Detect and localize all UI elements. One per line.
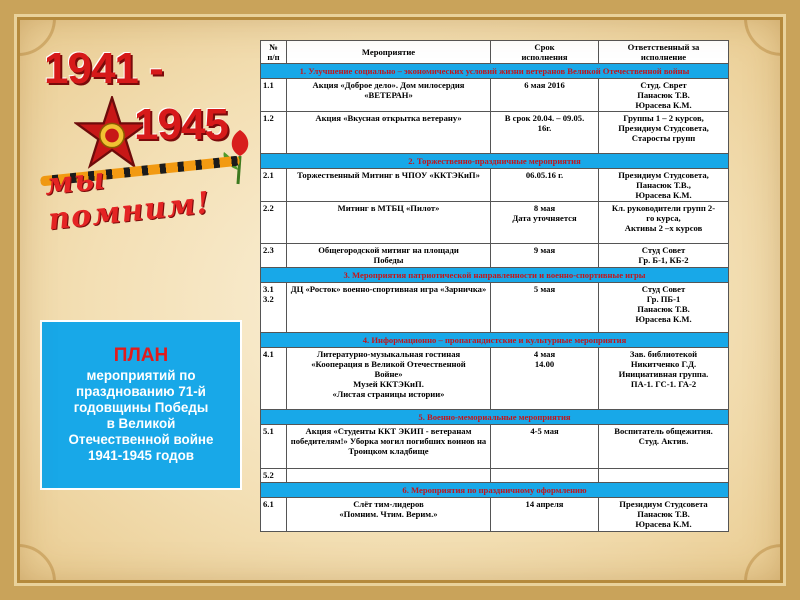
section-header (261, 154, 729, 169)
victory-emblem (38, 38, 268, 238)
row-event: Общегородской митинг на площади Победы (287, 244, 491, 268)
row-deadline: 6 мая 2016 (491, 79, 599, 112)
row-number: 5.2 (261, 469, 287, 483)
plan-title: ПЛАН (113, 345, 169, 366)
row-number: 2.2 (261, 202, 287, 244)
section-title: 4. Информационно – пропагандистские и культурные мероприятия (261, 333, 729, 348)
row-number: 3.1 3.2 (261, 283, 287, 333)
row-deadline: 8 мая Дата уточняется (491, 202, 599, 244)
table-row (261, 202, 729, 244)
section-title: 5. Военно-мемориальные мероприятия (261, 410, 729, 425)
header-responsible: Ответственный за исполнение (599, 41, 729, 64)
row-responsible: Воспитатель общежития. Студ. Актив. (599, 425, 729, 469)
section-title: 1. Улучшение социально – экономических условий жизни ветеранов Великой Отечественной войны (261, 64, 729, 79)
row-event: Акция «Вкусная открытка ветерану» (287, 112, 491, 154)
row-responsible: Студ Совет Гр. Б-1, КБ-2 (599, 244, 729, 268)
row-event (287, 469, 491, 483)
row-event: Акция «Студенты ККТ ЭКИП - ветеранам победителям!» Уборка могил погибших воинов на Троицком кладбище (287, 425, 491, 469)
row-responsible: Зав. библиотекой Никитченко Г.Д. Инициативная группа. ПА-1. ГС-1. ГА-2 (599, 348, 729, 410)
table-row (261, 244, 729, 268)
table-row (261, 498, 729, 532)
plan-description: мероприятий по празднованию 71-й годовщины Победы в Великой Отечественной войне 1941-1945 годов (68, 368, 214, 463)
events-table (260, 40, 729, 532)
row-responsible: Кл. руководители групп 2- го курса, Активы 2 –х курсов (599, 202, 729, 244)
row-event: ДЦ «Росток» военно-спортивная игра «Зарничка» (287, 283, 491, 333)
section-header (261, 64, 729, 79)
row-responsible: Студ. Сврет Панасюк Т.В. Юрасева К.М. (599, 79, 729, 112)
header-event: Мероприятие (287, 41, 491, 64)
section-title: 6. Мероприятия по праздничному оформлению (261, 483, 729, 498)
table-row (261, 283, 729, 333)
table-row (261, 112, 729, 154)
table-row (261, 79, 729, 112)
row-number: 1.1 (261, 79, 287, 112)
row-number: 5.1 (261, 425, 287, 469)
row-event: Митинг в МТБЦ «Пилот» (287, 202, 491, 244)
row-deadline: 14 апреля (491, 498, 599, 532)
table-row (261, 169, 729, 202)
frame-ornament (744, 544, 800, 600)
row-event: Слёт тим-лидеров «Помним. Чтим. Верим.» (287, 498, 491, 532)
row-event: Акция «Доброе дело». Дом милосердия «ВЕТЕРАН» (287, 79, 491, 112)
row-deadline: 06.05.16 г. (491, 169, 599, 202)
row-deadline (491, 469, 599, 483)
header-number: № п/п (261, 41, 287, 64)
table-row (261, 348, 729, 410)
row-responsible: Группы 1 – 2 курсов, Президиум Студсовета, Старосты групп (599, 112, 729, 154)
row-number: 2.1 (261, 169, 287, 202)
year-end: 1945 (134, 100, 228, 149)
row-responsible: Президиум Студсовета, Панасюк Т.В., Юрасева К.М. (599, 169, 729, 202)
section-header (261, 410, 729, 425)
table-row (261, 469, 729, 483)
row-event: Торжественный Митинг в ЧПОУ «ККТЭКиП» (287, 169, 491, 202)
section-header (261, 483, 729, 498)
frame-ornament (744, 0, 800, 56)
section-title: 3. Мероприятия патриотической направленности и военно-спортивные игры (261, 268, 729, 283)
section-title: 2. Торжественно-праздничные мероприятия (261, 154, 729, 169)
row-responsible: Студ Совет Гр. ПБ-1 Панасюк Т.В. Юрасева К.М. (599, 283, 729, 333)
row-number: 4.1 (261, 348, 287, 410)
frame-ornament (0, 544, 56, 600)
header-deadline: Срок исполнения (491, 41, 599, 64)
slogan: мы помним! (42, 161, 213, 238)
row-number: 6.1 (261, 498, 287, 532)
row-event: Литературно-музыкальная гостиная «Кооперация в Великой Отечественной Войне» Музей ККТЭКиП. «Листая страницы истории» (287, 348, 491, 410)
row-responsible (599, 469, 729, 483)
section-header (261, 333, 729, 348)
row-deadline: 9 мая (491, 244, 599, 268)
row-deadline: В срок 20.04. – 09.05. 16г. (491, 112, 599, 154)
row-deadline: 4-5 мая (491, 425, 599, 469)
year-start: 1941 - (44, 44, 163, 93)
section-header (261, 268, 729, 283)
row-number: 1.2 (261, 112, 287, 154)
row-deadline: 4 мая 14.00 (491, 348, 599, 410)
plan-box (40, 320, 242, 490)
row-number: 2.3 (261, 244, 287, 268)
row-deadline: 5 мая (491, 283, 599, 333)
table-row (261, 425, 729, 469)
row-responsible: Президиум Студсовета Панасюк Т.В. Юрасева К.М. (599, 498, 729, 532)
